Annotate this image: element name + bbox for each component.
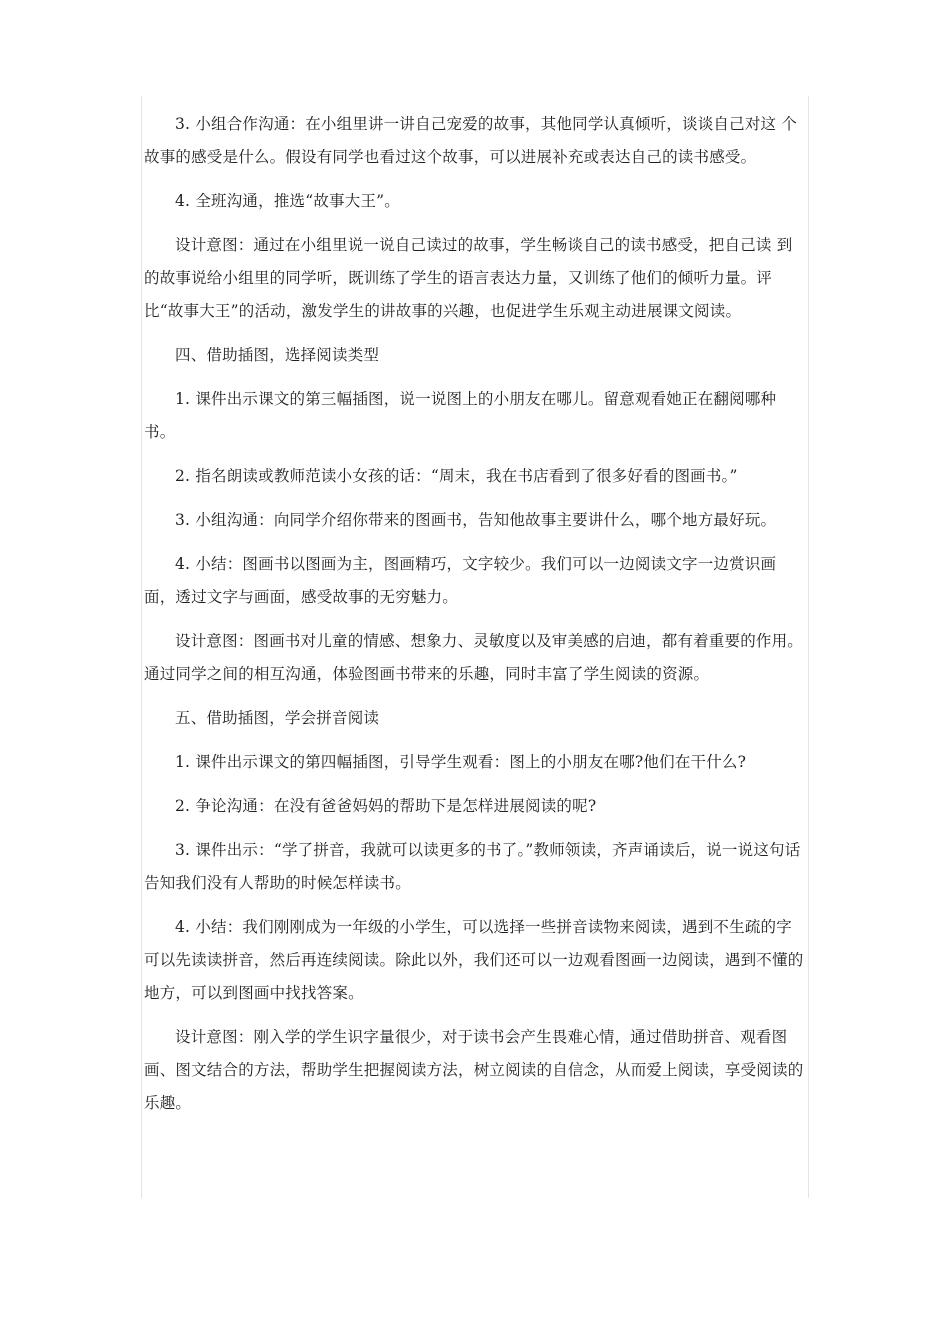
- document-body: [144, 108, 806, 1131]
- paragraph-design-intent-1: 设计意图：通过在小组里说一说自己读过的故事，学生畅谈自己的读书感受，把自己读 到的故事说给小组里的同学听，既训练了学生的语言表达力量，又训练了他们的倾听力量。评比“故事大王”的活动，激发学生的讲故事的兴趣，也促进学生乐观主动进展课文阅读。: [144, 236, 793, 320]
- paragraph-4-1: 1. 课件出示课文的第三幅插图，说一说图上的小朋友在哪儿。留意观看她正在翻阅哪种书。: [144, 390, 777, 441]
- paragraph-4-4: 4. 小结：图画书以图画为主，图画精巧，文字较少。我们可以一边阅读文字一边赏识画面，透过文字与画面，感受故事的无穷魅力。: [144, 555, 777, 606]
- paragraph-4-3: 3. 小组沟通：向同学介绍你带来的图画书，告知他故事主要讲什么，哪个地方最好玩。: [175, 511, 777, 529]
- paragraph-design-intent-3: 设计意图：刚入学的学生识字量很少，对于读书会产生畏难心情，通过借助拼音、观看图画、图文结合的方法，帮助学生把握阅读方法，树立阅读的自信念，从而爱上阅读，享受阅读的乐趣。: [144, 1028, 804, 1112]
- paragraph-design-intent-2: 设计意图：图画书对儿童的情感、想象力、灵敏度以及审美感的启迪，都有着重要的作用。通过同学之间的相互沟通，体验图画书带来的乐趣，同时丰富了学生阅读的资源。: [144, 632, 804, 683]
- paragraph-4-2: 2. 指名朗读或教师范读小女孩的话：“周末，我在书店看到了很多好看的图画书。”: [175, 467, 738, 485]
- section-heading-5: 五、借助插图，学会拼音阅读: [175, 709, 380, 727]
- section-heading-4: 四、借助插图，选择阅读类型: [175, 346, 380, 364]
- paragraph-5-2: 2. 争论沟通：在没有爸爸妈妈的帮助下是怎样进展阅读的呢?: [175, 797, 597, 815]
- paragraph-5-3: 3. 课件出示：“学了拼音，我就可以读更多的书了。”教师领读，齐声诵读后，说一说这句话告知我们没有人帮助的时候怎样读书。: [144, 841, 801, 892]
- paragraph-class-communication: 4. 全班沟通，推选“故事大王”。: [175, 192, 400, 210]
- paragraph-group-communication: 3. 小组合作沟通：在小组里讲一讲自己宠爱的故事，其他同学认真倾听，谈谈自己对这 个故事的感受是什么。假设有同学也看过这个故事，可以进展补充或表达自己的读书感受。: [144, 115, 798, 166]
- paragraph-5-4: 4. 小结：我们刚刚成为一年级的小学生，可以选择一些拼音读物来阅读，遇到不生疏的字可以先读读拼音，然后再连续阅读。除此以外，我们还可以一边观看图画一边阅读，遇到不懂的地方，可以到图画中找找答案。: [144, 918, 804, 1002]
- paragraph-5-1: 1. 课件出示课文的第四幅插图，引导学生观看：图上的小朋友在哪?他们在干什么?: [175, 753, 747, 771]
